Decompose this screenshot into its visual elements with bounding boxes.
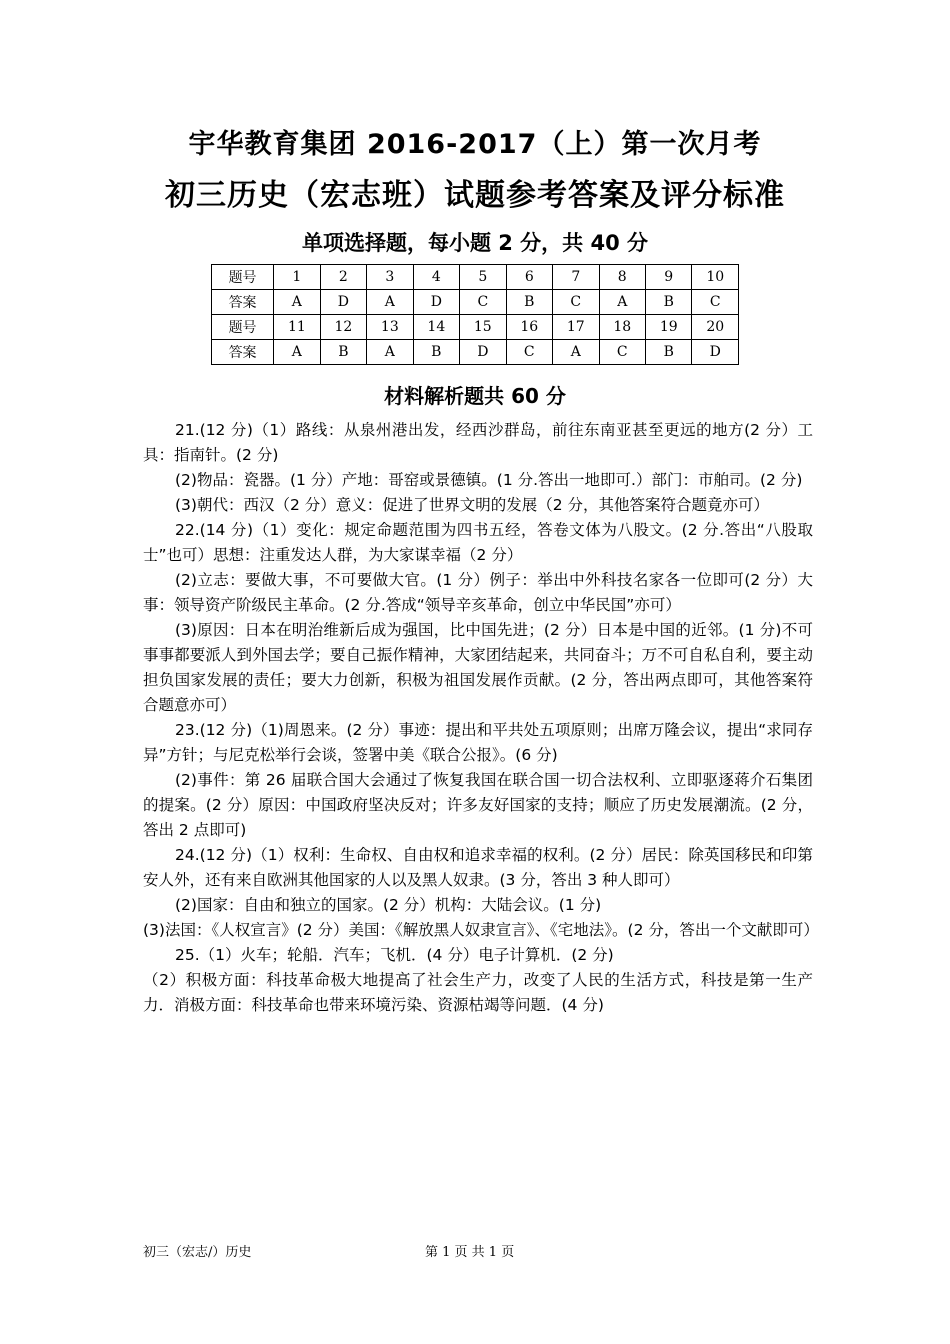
answer-paragraph: 24.(12 分)（1）权利：生命权、自由权和追求幸福的权利。(2 分）居民：除英国移民和印第安人外，还有来自欧洲其他国家的人以及黑人奴隶。(3 分，答出 3 种人即可）	[143, 846, 813, 889]
answer-paragraph: （2）积极方面：科技革命极大地提高了社会生产力，改变了人民的生活方式，科技是第一生产力．消极方面：科技革命也带来环境污染、资源枯竭等问题．(4 分)	[143, 971, 813, 1014]
table-cell: C	[692, 290, 739, 315]
table-cell: D	[692, 340, 739, 365]
table-cell: D	[413, 290, 459, 315]
table-row	[212, 340, 739, 365]
answer-paragraph: 21.(12 分)（1）路线：从泉州港出发，经西沙群岛，前往东南亚甚至更远的地方(2 分）工具：指南针。(2 分)	[143, 421, 813, 464]
table-cell: 13	[367, 315, 413, 340]
answer-paragraph: (3)朝代：西汉（2 分）意义：促进了世界文明的发展（2 分，其他答案符合题竟亦可）	[175, 496, 770, 514]
table-cell: A	[553, 340, 599, 365]
exam-title: 宇华教育集团 2016-2017（上）第一次月考	[188, 129, 762, 160]
table-cell: A	[274, 340, 320, 365]
answer-paragraph: 25.（1）火车；轮船．汽车；飞机．(4 分）电子计算机．(2 分)	[175, 946, 614, 964]
row-header-cell: 题号	[212, 315, 274, 340]
table-cell: 5	[460, 265, 506, 290]
answer-paragraph: (3)法国：《人权宣言》(2 分）美国：《解放黑人奴隶宣言》、《宅地法》。(2 分，答出一个文献即可）	[143, 921, 819, 939]
table-cell: D	[460, 340, 506, 365]
row-header-cell: 答案	[212, 340, 274, 365]
table-cell: D	[320, 290, 366, 315]
table-cell: C	[460, 290, 506, 315]
table-cell: B	[413, 340, 459, 365]
answer-paragraph: 23.(12 分)（1)周恩来。(2 分）事迹：提出和平共处五项原则；出席万隆会议，提出“求同存异”方针；与尼克松举行会谈，签署中美《联合公报》。(6 分)	[143, 721, 813, 764]
table-cell: B	[646, 290, 692, 315]
table-cell: C	[553, 290, 599, 315]
table-cell: C	[599, 340, 645, 365]
answer-table	[211, 264, 739, 365]
answer-paragraph: (2)物品：瓷器。(1 分）产地：哥窑或景德镇。(1 分.答出一地即可.）部门：市舶司。(2 分)	[175, 471, 803, 489]
footer-course: 初三（宏志/）历史	[143, 1245, 252, 1260]
table-cell: 9	[646, 265, 692, 290]
table-cell: B	[506, 290, 552, 315]
answer-paragraph: (2)国家：自由和独立的国家。(2 分）机构：大陆会议。(1 分)	[175, 896, 602, 914]
table-cell: 17	[553, 315, 599, 340]
table-cell: 15	[460, 315, 506, 340]
answer-paragraph: 22.(14 分)（1）变化：规定命题范围为四书五经，答卷文体为八股文。(2 分.答出“八股取士”也可）思想：注重发达人群，为大家谋幸福（2 分）	[143, 521, 813, 564]
table-cell: 20	[692, 315, 739, 340]
table-cell: 7	[553, 265, 599, 290]
table-cell: A	[367, 290, 413, 315]
answer-paragraph: (2)事件：第 26 届联合国大会通过了恢复我国在联合国一切合法权利、立即驱逐蒋介石集团的提案。(2 分）原因：中国政府坚决反对；许多友好国家的支持；顺应了历史发展潮流。(2 分，答出 2 点即可)	[143, 771, 813, 839]
footer-page-number: 第 1 页 共 1 页	[425, 1245, 515, 1260]
table-cell: 10	[692, 265, 739, 290]
row-header-cell: 答案	[212, 290, 274, 315]
answer-key-title: 初三历史（宏志班）试题参考答案及评分标准	[165, 178, 785, 213]
table-cell: 6	[506, 265, 552, 290]
table-cell: B	[320, 340, 366, 365]
section-heading-choice: 单项选择题，每小题 2 分，共 40 分	[301, 231, 649, 255]
table-cell: 12	[320, 315, 366, 340]
table-cell: 3	[367, 265, 413, 290]
table-row	[212, 290, 739, 315]
answer-body	[143, 418, 819, 1018]
table-row	[212, 265, 739, 290]
table-cell: 11	[274, 315, 320, 340]
table-cell: 2	[320, 265, 366, 290]
table-cell: 14	[413, 315, 459, 340]
row-header-cell: 题号	[212, 265, 274, 290]
table-cell: 18	[599, 315, 645, 340]
answer-paragraph: (3)原因：日本在明治维新后成为强国，比中国先进；(2 分）日本是中国的近邻。(1 分)不可事事都要派人到外国去学；要自己振作精神，大家团结起来，共同奋斗；万不可自私自利，要主动担负国家发展的责任；要大力创新，积极为祖国发展作贡献。(2 分，答出两点即可，其他答案符合题意亦可）	[143, 621, 813, 714]
table-cell: C	[506, 340, 552, 365]
table-cell: A	[274, 290, 320, 315]
table-cell: A	[599, 290, 645, 315]
table-row	[212, 315, 739, 340]
table-cell: 1	[274, 265, 320, 290]
table-cell: 19	[646, 315, 692, 340]
table-cell: 16	[506, 315, 552, 340]
section-heading-material: 材料解析题共 60 分	[384, 384, 566, 408]
table-cell: A	[367, 340, 413, 365]
table-cell: 8	[599, 265, 645, 290]
table-cell: B	[646, 340, 692, 365]
answer-paragraph: (2)立志：要做大事，不可要做大官。(1 分）例子：举出中外科技名家各一位即可(2 分）大事：领导资产阶级民主革命。(2 分.答成“领导辛亥革命，创立中华民国”亦可）	[143, 571, 813, 614]
table-cell: 4	[413, 265, 459, 290]
